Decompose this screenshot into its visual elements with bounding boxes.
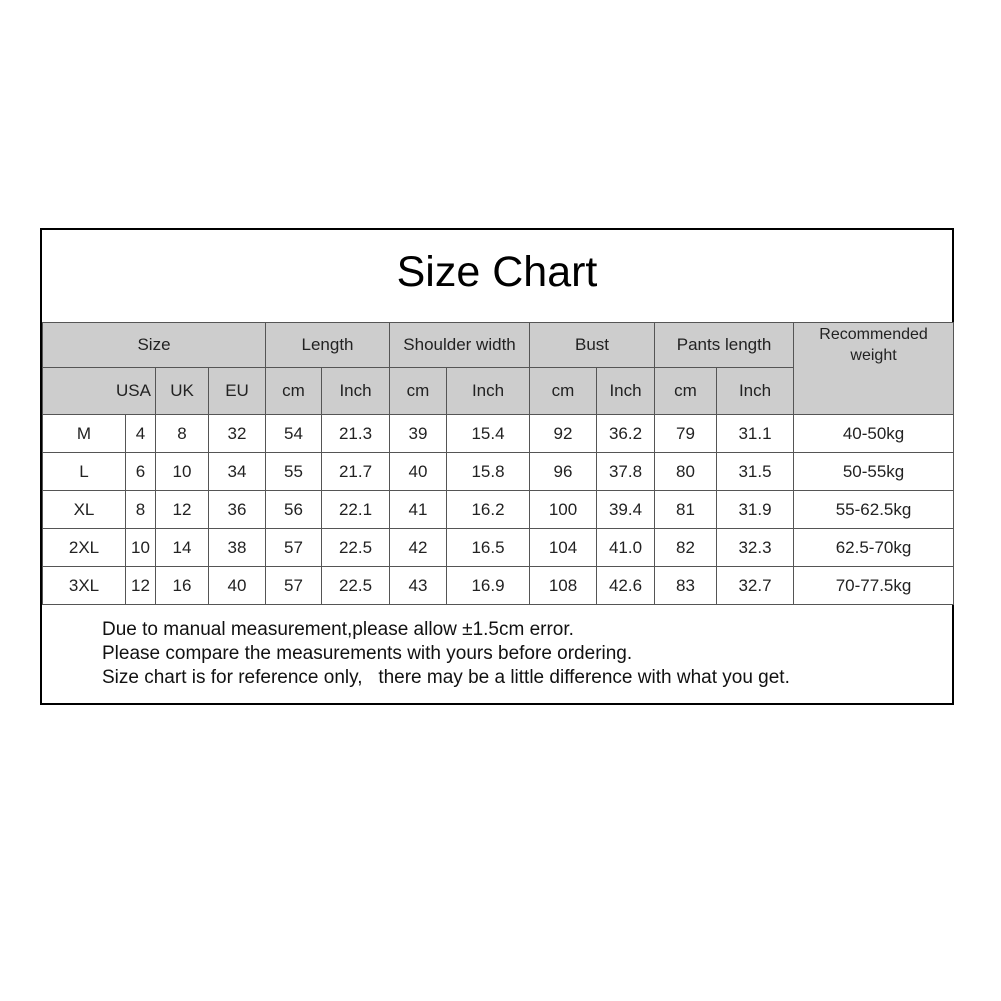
subheader-length-inch: Inch xyxy=(322,368,390,415)
cell-weight: 62.5-70kg xyxy=(794,529,954,567)
cell-len-cm: 54 xyxy=(266,415,322,453)
cell-bust-cm: 96 xyxy=(530,453,597,491)
cell-sh-cm: 42 xyxy=(390,529,447,567)
header-length: Length xyxy=(266,323,390,368)
table-row xyxy=(43,415,954,453)
cell-eu: 38 xyxy=(209,529,266,567)
subheader-bust-cm: cm xyxy=(530,368,597,415)
cell-weight: 55-62.5kg xyxy=(794,491,954,529)
subheader-shoulder-cm: cm xyxy=(390,368,447,415)
cell-weight: 50-55kg xyxy=(794,453,954,491)
cell-sh-cm: 40 xyxy=(390,453,447,491)
cell-uk: 8 xyxy=(156,415,209,453)
cell-usa: 6 xyxy=(126,453,156,491)
cell-pants-in: 31.5 xyxy=(717,453,794,491)
cell-uk: 14 xyxy=(156,529,209,567)
cell-bust-cm: 104 xyxy=(530,529,597,567)
cell-pants-cm: 83 xyxy=(655,567,717,605)
cell-eu: 36 xyxy=(209,491,266,529)
header-bust: Bust xyxy=(530,323,655,368)
cell-bust-in: 36.2 xyxy=(597,415,655,453)
subheader-bust-inch: Inch xyxy=(597,368,655,415)
size-table xyxy=(42,322,954,605)
subheader-pants-cm: cm xyxy=(655,368,717,415)
cell-size: XL xyxy=(43,491,126,529)
cell-bust-cm: 92 xyxy=(530,415,597,453)
header-recommended-weight: Recommended weight xyxy=(794,323,954,415)
cell-len-cm: 57 xyxy=(266,567,322,605)
cell-usa: 8 xyxy=(126,491,156,529)
cell-eu: 34 xyxy=(209,453,266,491)
cell-uk: 16 xyxy=(156,567,209,605)
cell-pants-in: 32.7 xyxy=(717,567,794,605)
table-row xyxy=(43,567,954,605)
cell-pants-in: 31.1 xyxy=(717,415,794,453)
cell-bust-in: 42.6 xyxy=(597,567,655,605)
cell-weight: 40-50kg xyxy=(794,415,954,453)
cell-sh-cm: 41 xyxy=(390,491,447,529)
chart-title: Size Chart xyxy=(396,248,598,296)
cell-size: M xyxy=(43,415,126,453)
cell-bust-in: 41.0 xyxy=(597,529,655,567)
cell-pants-cm: 80 xyxy=(655,453,717,491)
cell-eu: 32 xyxy=(209,415,266,453)
cell-size: 3XL xyxy=(43,567,126,605)
cell-len-cm: 57 xyxy=(266,529,322,567)
header-pants-length: Pants length xyxy=(655,323,794,368)
cell-sh-cm: 43 xyxy=(390,567,447,605)
table-row xyxy=(43,491,954,529)
cell-size: 2XL xyxy=(43,529,126,567)
subheader-eu: EU xyxy=(209,368,266,415)
cell-sh-in: 15.8 xyxy=(447,453,530,491)
cell-bust-cm: 108 xyxy=(530,567,597,605)
cell-usa: 10 xyxy=(126,529,156,567)
cell-pants-cm: 82 xyxy=(655,529,717,567)
subheader-usa: USA xyxy=(43,368,156,415)
header-shoulder-width: Shoulder width xyxy=(390,323,530,368)
header-size: Size xyxy=(43,323,266,368)
note-line: Size chart is for reference only, there may be a little difference with what you get. xyxy=(102,667,790,688)
cell-len-in: 21.3 xyxy=(322,415,390,453)
subheader-length-cm: cm xyxy=(266,368,322,415)
cell-uk: 10 xyxy=(156,453,209,491)
cell-len-in: 22.5 xyxy=(322,567,390,605)
cell-weight: 70-77.5kg xyxy=(794,567,954,605)
cell-usa: 12 xyxy=(126,567,156,605)
cell-sh-in: 16.5 xyxy=(447,529,530,567)
cell-size: L xyxy=(43,453,126,491)
note-line: Please compare the measurements with yours before ordering. xyxy=(102,643,633,664)
cell-len-in: 21.7 xyxy=(322,453,390,491)
subheader-pants-inch: Inch xyxy=(717,368,794,415)
size-chart-card xyxy=(40,228,954,705)
cell-len-in: 22.5 xyxy=(322,529,390,567)
table-body xyxy=(43,415,954,605)
cell-bust-cm: 100 xyxy=(530,491,597,529)
subheader-shoulder-inch: Inch xyxy=(447,368,530,415)
cell-bust-in: 39.4 xyxy=(597,491,655,529)
cell-bust-in: 37.8 xyxy=(597,453,655,491)
cell-eu: 40 xyxy=(209,567,266,605)
cell-sh-in: 15.4 xyxy=(447,415,530,453)
table-header-row xyxy=(43,323,954,368)
cell-pants-in: 31.9 xyxy=(717,491,794,529)
cell-len-cm: 55 xyxy=(266,453,322,491)
table-row xyxy=(43,453,954,491)
note-line: Due to manual measurement,please allow ±1.5cm error. xyxy=(102,619,574,640)
cell-pants-in: 32.3 xyxy=(717,529,794,567)
cell-pants-cm: 79 xyxy=(655,415,717,453)
cell-len-in: 22.1 xyxy=(322,491,390,529)
notes xyxy=(102,618,790,690)
cell-usa: 4 xyxy=(126,415,156,453)
cell-sh-cm: 39 xyxy=(390,415,447,453)
cell-len-cm: 56 xyxy=(266,491,322,529)
subheader-uk: UK xyxy=(156,368,209,415)
cell-sh-in: 16.9 xyxy=(447,567,530,605)
cell-pants-cm: 81 xyxy=(655,491,717,529)
cell-sh-in: 16.2 xyxy=(447,491,530,529)
table-row xyxy=(43,529,954,567)
cell-uk: 12 xyxy=(156,491,209,529)
